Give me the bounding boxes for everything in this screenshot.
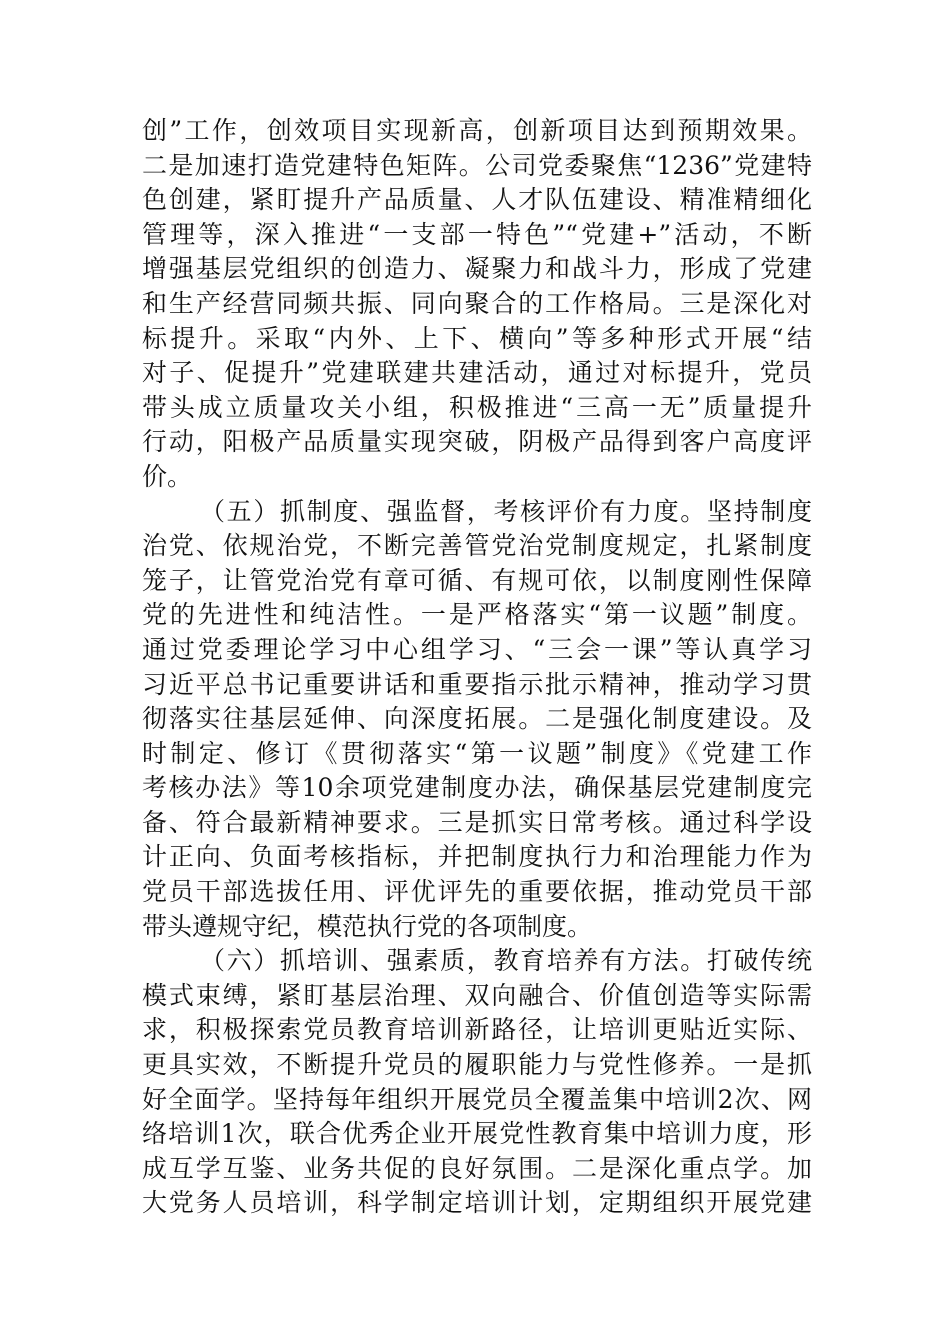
paragraph-heading-line: （六）抓培训、强素质，教育培养有方法。打破传统 [200,946,812,976]
text-line: 成互学互鉴、业务共促的良好氛围。二是深化重点学。加 [142,1153,812,1183]
text-line: 带头遵规守纪，模范执行党的各项制度。 [142,911,593,941]
text-line: 行动，阳极产品质量实现突破，阴极产品得到客户高度评 [142,427,812,457]
text-line: 好全面学。坚持每年组织开展党员全覆盖集中培训2次、网 [142,1084,812,1114]
body-text [142,114,812,1221]
text-line: 带头成立质量攻关小组，积极推进“三高一无”质量提升 [142,392,812,422]
text-line: 二是加速打造党建特色矩阵。公司党委聚焦“1236”党建特 [142,150,812,180]
text-line: 标提升。采取“内外、上下、横向”等多种形式开展“结 [142,323,812,353]
text-line: 备、符合最新精神要求。三是抓实日常考核。通过科学设 [142,807,812,837]
paragraph-heading-line: （五）抓制度、强监督，考核评价有力度。坚持制度 [200,496,812,526]
text-line: 价。 [142,461,193,491]
text-line: 时制定、修订《贯彻落实“第一议题”制度》《党建工作 [142,738,812,768]
text-line: 更具实效，不断提升党员的履职能力与党性修养。一是抓 [142,1050,812,1080]
text-line: 求，积极探索党员教育培训新路径，让培训更贴近实际、 [142,1015,812,1045]
text-line: 通过党委理论学习中心组学习、“三会一课”等认真学习 [142,634,812,664]
text-line: 创”工作，创效项目实现新高，创新项目达到预期效果。 [142,116,812,145]
text-line: 和生产经营同频共振、同向聚合的工作格局。三是深化对 [142,288,812,318]
text-line: 络培训1次，联合优秀企业开展党性教育集中培训力度，形 [142,1119,812,1149]
text-line: 党的先进性和纯洁性。一是严格落实“第一议题”制度。 [142,600,812,630]
text-line: 增强基层党组织的创造力、凝聚力和战斗力，形成了党建 [142,254,812,284]
text-line: 笼子，让管党治党有章可循、有规可依，以制度刚性保障 [142,565,812,595]
text-line: 彻落实往基层延伸、向深度拓展。二是强化制度建设。及 [142,704,812,734]
text-line: 色创建，紧盯提升产品质量、人才队伍建设、精准精细化 [142,185,812,215]
text-line: 计正向、负面考核指标，并把制度执行力和治理能力作为 [142,842,812,872]
text-line: 大党务人员培训，科学制定培训计划，定期组织开展党建 [142,1188,812,1218]
text-line: 模式束缚，紧盯基层治理、双向融合、价值创造等实际需 [142,980,812,1010]
text-line: 管理等，深入推进“一支部一特色”“党建+”活动，不断 [142,219,812,249]
text-line: 党员干部选拔任用、评优评先的重要依据，推动党员干部 [142,877,812,907]
text-line: 治党、依规治党，不断完善管党治党制度规定，扎紧制度 [142,531,812,561]
text-line: 考核办法》等10余项党建制度办法，确保基层党建制度完 [142,773,812,803]
text-line: 对子、促提升”党建联建共建活动，通过对标提升，党员 [142,358,812,388]
text-line: 习近平总书记重要讲话和重要指示批示精神，推动学习贯 [142,669,812,699]
